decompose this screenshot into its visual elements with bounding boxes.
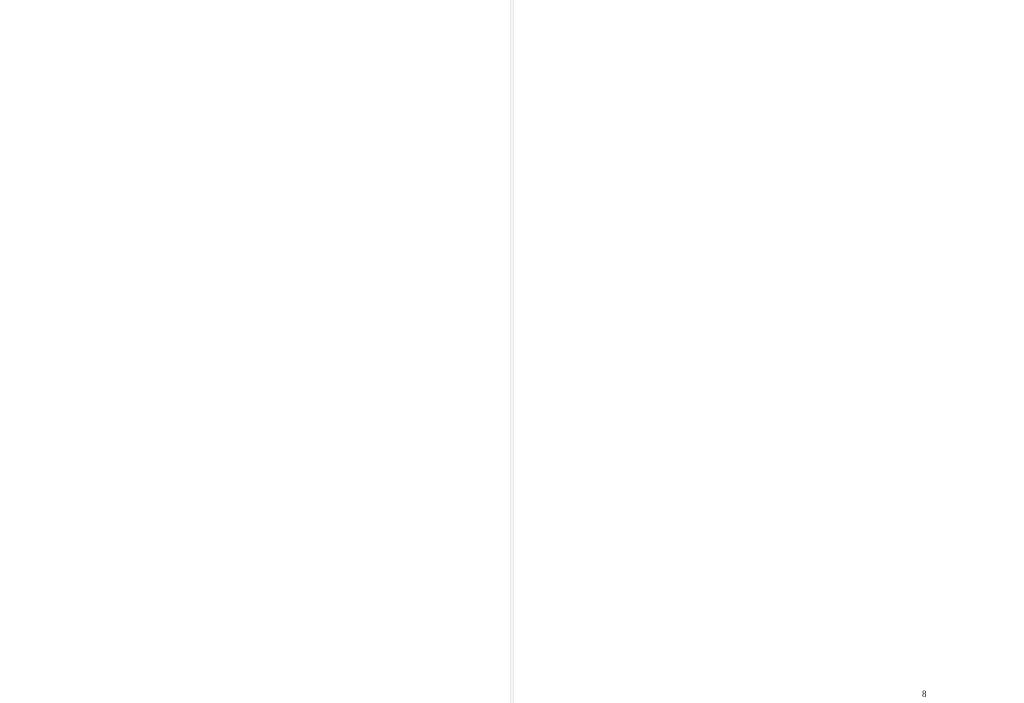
right-page — [512, 0, 1024, 703]
footer-mark: 8 — [922, 689, 927, 699]
